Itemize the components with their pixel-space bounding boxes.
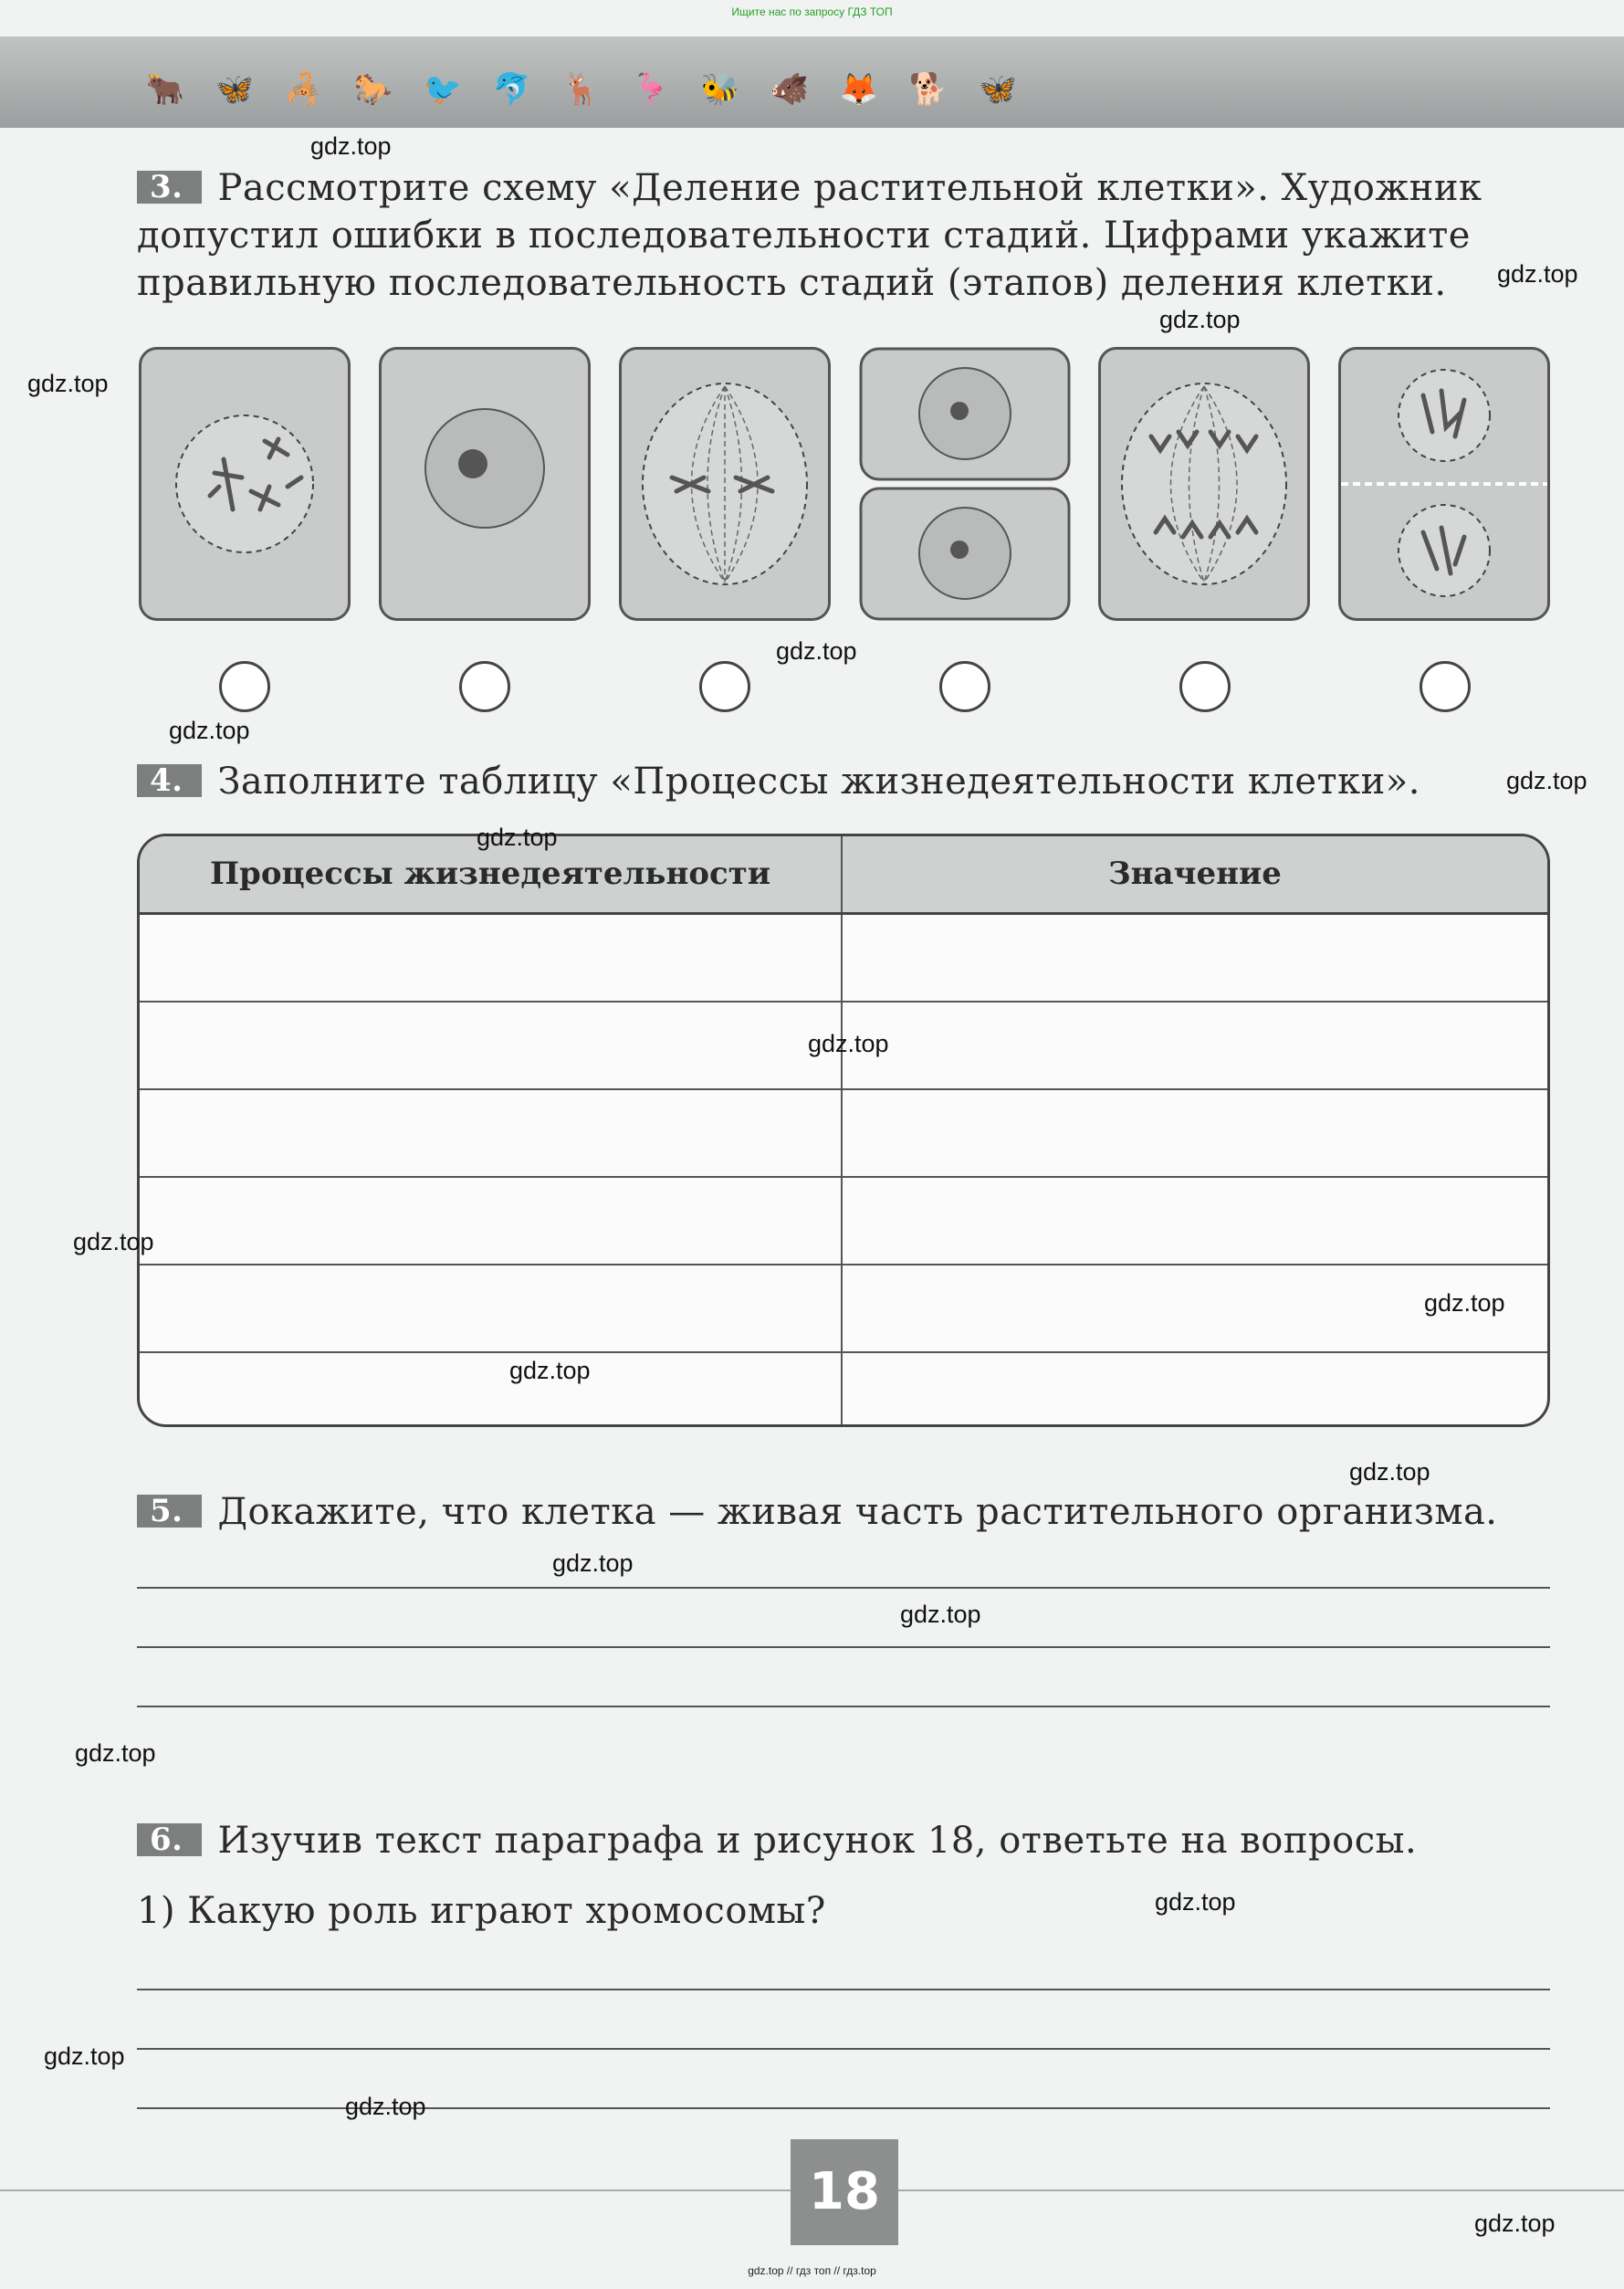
task-6-text: Изучив текст параграфа и рисунок 18, ответьте на вопросы. bbox=[217, 1820, 1418, 1862]
watermark: gdz.top bbox=[345, 2093, 426, 2120]
task-number: 3. bbox=[137, 171, 202, 204]
watermark: gdz.top bbox=[44, 2042, 125, 2070]
dolphin-icon: 🐬 bbox=[492, 71, 532, 108]
task-4-text: Заполните таблицу «Процессы жизнедеятельности клетки». bbox=[217, 761, 1420, 803]
watermark: gdz.top bbox=[1497, 260, 1578, 288]
watermark: gdz.top bbox=[310, 132, 392, 160]
horse-icon: 🐎 bbox=[353, 71, 393, 108]
watermark: gdz.top bbox=[1506, 767, 1587, 794]
watermark: gdz.top bbox=[1474, 2210, 1556, 2237]
cell-stage-telophase-complete bbox=[859, 347, 1071, 621]
table-cell[interactable] bbox=[140, 1003, 843, 1088]
bison-icon: 🐂 bbox=[145, 71, 185, 108]
watermark: gdz.top bbox=[808, 1030, 889, 1057]
watermark: gdz.top bbox=[75, 1739, 156, 1767]
table-header bbox=[140, 836, 1547, 915]
answer-line[interactable] bbox=[137, 1706, 1550, 1707]
table-cell[interactable] bbox=[843, 1353, 1547, 1427]
scorpion-icon: 🦂 bbox=[284, 71, 324, 108]
watermark: gdz.top bbox=[73, 1228, 154, 1255]
interphase-drawing bbox=[382, 350, 588, 618]
answer-line[interactable] bbox=[137, 1646, 1550, 1648]
watermark: gdz.top bbox=[776, 637, 857, 665]
table-cell[interactable] bbox=[140, 1090, 843, 1176]
task-number: 5. bbox=[137, 1495, 202, 1528]
cell-stage-metaphase bbox=[619, 347, 831, 621]
answer-circle-1[interactable] bbox=[219, 661, 270, 712]
table-cell[interactable] bbox=[843, 1003, 1547, 1088]
column-header-processes: Процессы жизнедеятельности bbox=[140, 836, 843, 912]
watermark: gdz.top bbox=[169, 717, 250, 744]
bee-icon: 🐝 bbox=[700, 71, 740, 108]
table-row bbox=[140, 1178, 1547, 1265]
cell-stage-prophase bbox=[139, 347, 351, 621]
task-3 bbox=[137, 164, 1550, 307]
prophase-drawing bbox=[141, 350, 348, 618]
daughter-cells-drawing bbox=[859, 347, 1071, 621]
answer-line[interactable] bbox=[137, 2048, 1550, 2050]
table-cell[interactable] bbox=[843, 915, 1547, 1001]
watermark: gdz.top bbox=[477, 824, 558, 851]
table-row bbox=[140, 1090, 1547, 1178]
watermark: gdz.top bbox=[27, 370, 109, 397]
deer-icon: 🦌 bbox=[561, 71, 602, 108]
table-cell[interactable] bbox=[140, 1353, 843, 1427]
watermark: gdz.top bbox=[509, 1357, 591, 1384]
task-5-text: Докажите, что клетка — живая часть растительного организма. bbox=[217, 1491, 1498, 1533]
cell-stage-telophase bbox=[1338, 347, 1550, 621]
watermark: gdz.top bbox=[1155, 1888, 1236, 1916]
table-cell[interactable] bbox=[843, 1178, 1547, 1264]
cell-stage-interphase bbox=[379, 347, 591, 621]
watermark: gdz.top bbox=[1159, 306, 1241, 333]
answer-circle-5[interactable] bbox=[1179, 661, 1231, 712]
watermark: gdz.top bbox=[1349, 1458, 1430, 1486]
column-header-meaning: Значение bbox=[1108, 856, 1282, 892]
answer-circle-3[interactable] bbox=[699, 661, 750, 712]
answer-circle-4[interactable] bbox=[939, 661, 990, 712]
banner-animal-icons bbox=[141, 73, 1022, 106]
task-6 bbox=[137, 1817, 1417, 1864]
crane-icon: 🦩 bbox=[631, 71, 671, 108]
task-5 bbox=[137, 1488, 1498, 1536]
task-3-line-1: Рассмотрите схему «Деление растительной клетки». Художник bbox=[217, 167, 1483, 209]
top-note: Ищите нас по запросу ГДЗ ТОП bbox=[731, 5, 893, 18]
answer-line[interactable] bbox=[137, 1587, 1550, 1589]
table-row bbox=[140, 915, 1547, 1003]
cell-stage-anaphase bbox=[1098, 347, 1310, 621]
task-number: 6. bbox=[137, 1823, 202, 1856]
butterfly-icon: 🦋 bbox=[215, 71, 255, 108]
moth-icon: 🦋 bbox=[978, 71, 1018, 108]
answer-circle-2[interactable] bbox=[459, 661, 510, 712]
telophase-drawing bbox=[1341, 350, 1547, 618]
watermark: gdz.top bbox=[900, 1601, 981, 1628]
task-3-line-2: допустил ошибки в последовательности стадий. Цифрами укажите bbox=[137, 215, 1471, 257]
task-4 bbox=[137, 758, 1420, 805]
boar-icon: 🐗 bbox=[770, 71, 810, 108]
anaphase-drawing bbox=[1101, 350, 1307, 618]
life-processes-table bbox=[137, 834, 1550, 1427]
table-cell[interactable] bbox=[843, 1090, 1547, 1176]
footer: gdz.top // гдз топ // гдз.top bbox=[748, 2264, 876, 2277]
answer-line[interactable] bbox=[137, 1989, 1550, 1990]
fox-icon: 🦊 bbox=[839, 71, 879, 108]
page-number: 18 bbox=[791, 2139, 898, 2245]
table-cell[interactable] bbox=[140, 915, 843, 1001]
bird-icon: 🐦 bbox=[423, 71, 463, 108]
table-cell[interactable] bbox=[140, 1265, 843, 1351]
dog-icon: 🐕 bbox=[908, 71, 948, 108]
answer-circle-6[interactable] bbox=[1420, 661, 1471, 712]
table-cell[interactable] bbox=[140, 1178, 843, 1264]
table-row bbox=[140, 1265, 1547, 1353]
watermark: gdz.top bbox=[1424, 1289, 1505, 1317]
question-1: 1) Какую роль играют хромосомы? bbox=[137, 1890, 826, 1932]
task-number: 4. bbox=[137, 764, 202, 797]
table-row bbox=[140, 1353, 1547, 1427]
task-3-line-3: правильную последовательность стадий (этапов) деления клетки. bbox=[137, 262, 1447, 304]
watermark: gdz.top bbox=[552, 1549, 634, 1577]
metaphase-drawing bbox=[622, 350, 828, 618]
